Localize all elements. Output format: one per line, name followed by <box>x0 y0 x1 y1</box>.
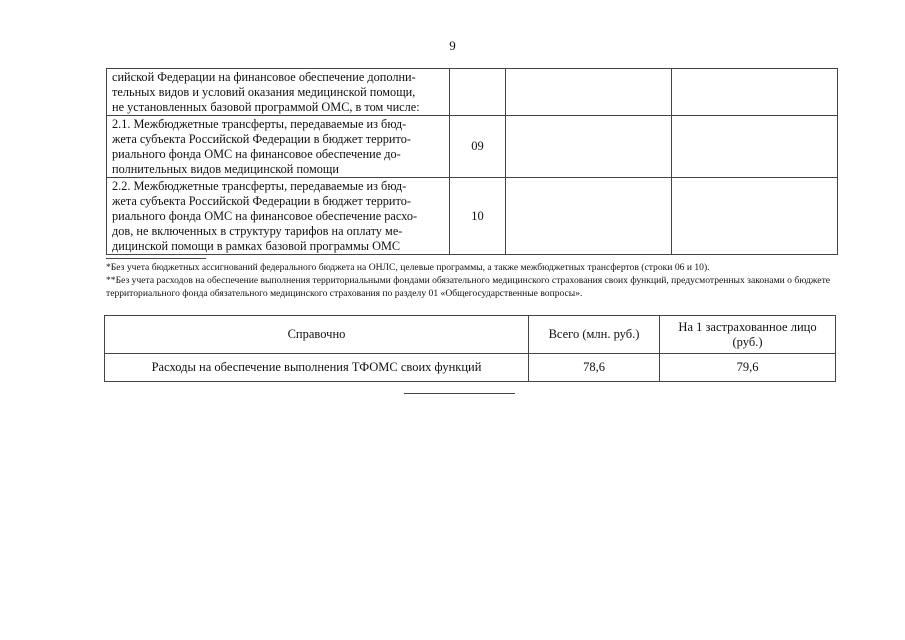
footnote-2: **Без учета расходов на обеспечение выполнения территориальными фондами обязательного медицинского страхования своих функций, предусмотренных законами о бюджете территориального фонда обязательного медицинского страхования по разделу 01 «Общегосударственные вопросы». <box>106 275 831 299</box>
row-code: 09 <box>450 116 506 178</box>
header-per-person <box>660 316 836 354</box>
row-label: Расходы на обеспечение выполнения ТФОМС своих функций <box>105 354 529 382</box>
description-line: тельных видов и условий оказания медицинской помощи, <box>112 85 416 99</box>
row-code <box>450 69 506 116</box>
reference-table <box>104 315 836 382</box>
header-total: Всего (млн. руб.) <box>529 316 660 354</box>
footnote-1: *Без учета бюджетных ассигнований федерального бюджета на ОНЛС, целевые программы, а также межбюджетных трансфертов (строки 06 и 10). <box>106 262 710 273</box>
footnote-separator <box>106 258 206 259</box>
value-cell <box>672 116 838 178</box>
description-line: дицинской помощи в рамках базовой программы ОМС <box>112 239 401 253</box>
table-header-row <box>105 316 836 354</box>
value-cell <box>506 69 672 116</box>
description-line: не установленных базовой программой ОМС, в том числе: <box>112 100 420 114</box>
value-cell <box>506 178 672 255</box>
row-total: 78,6 <box>529 354 660 382</box>
description-line: 2.1. Межбюджетные трансферты, передаваемые из бюд- <box>112 117 407 131</box>
description-line: дов, не включенных в структуру тарифов на оплату ме- <box>112 224 403 238</box>
description-line: жета субъекта Российской Федерации в бюджет террито- <box>112 132 411 146</box>
table-row <box>107 116 838 178</box>
table-row <box>105 354 836 382</box>
description-line: сийской Федерации на финансовое обеспечение дополни- <box>112 70 416 84</box>
description-line: риального фонда ОМС на финансовое обеспечение до- <box>112 147 401 161</box>
description-line: 2.2. Межбюджетные трансферты, передаваемые из бюд- <box>112 179 407 193</box>
row-description <box>107 178 450 255</box>
funding-table <box>106 68 838 255</box>
value-cell <box>672 69 838 116</box>
description-line: полнительных видов медицинской помощи <box>112 162 339 176</box>
description-line: риального фонда ОМС на финансовое обеспечение расхо- <box>112 209 418 223</box>
value-cell <box>672 178 838 255</box>
description-line: жета субъекта Российской Федерации в бюджет террито- <box>112 194 411 208</box>
header-reference: Справочно <box>105 316 529 354</box>
row-per-person: 79,6 <box>660 354 836 382</box>
end-separator <box>404 393 515 394</box>
page-number: 9 <box>449 38 456 53</box>
row-description <box>107 69 450 116</box>
header-per-person-unit: (руб.) <box>732 334 763 349</box>
table-row <box>107 178 838 255</box>
value-cell <box>506 116 672 178</box>
row-description <box>107 116 450 178</box>
table-row <box>107 69 838 116</box>
row-code: 10 <box>450 178 506 255</box>
header-per-person-line: На 1 застрахованное лицо <box>678 319 817 334</box>
